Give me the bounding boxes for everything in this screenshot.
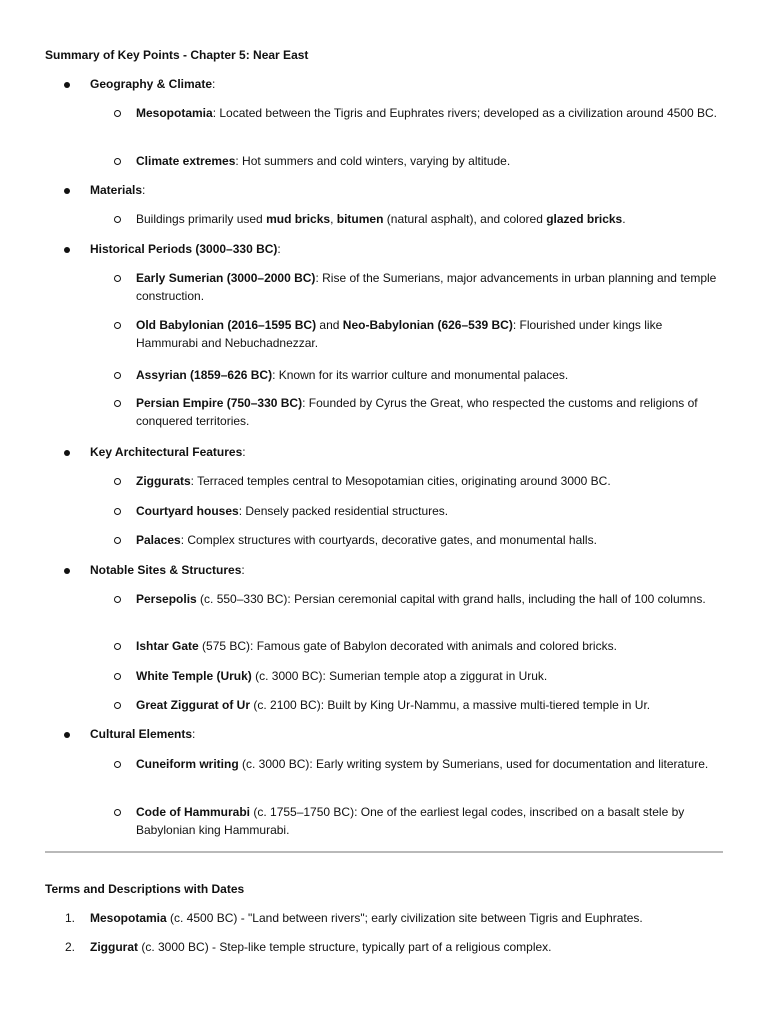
list-item: Old Babylonian (2016–1595 BC) and Neo-Babylonian (626–539 BC): Flourished under kings like Hammurabi and Nebuchadnezzar. <box>136 318 663 350</box>
list-item: Mesopotamia (c. 4500 BC) - "Land between rivers"; early civilization site between Tigris and Euphrates. <box>90 911 643 925</box>
list-item: Mesopotamia: Located between the Tigris and Euphrates rivers; developed as a civilization around 4500 BC. <box>136 106 717 120</box>
sub-bullet-icon <box>114 537 121 544</box>
sub-bullet-icon <box>114 596 121 603</box>
list-number: 2. <box>65 940 76 954</box>
sub-bullet-icon <box>114 478 121 485</box>
list-item: Persian Empire (750–330 BC): Founded by Cyrus the Great, who respected the customs and religions of conquered territories. <box>136 396 698 428</box>
sub-bullet-icon <box>114 372 121 379</box>
list-item: Ziggurats: Terraced temples central to Mesopotamian cities, originating around 3000 BC. <box>136 474 611 488</box>
list-item: Early Sumerian (3000–2000 BC): Rise of the Sumerians, major advancements in urban planning and temple construction. <box>136 271 717 303</box>
sub-bullet-icon <box>114 673 121 680</box>
section-heading-geography: Geography & Climate: <box>90 77 216 91</box>
bullet-icon <box>64 732 70 738</box>
horizontal-divider <box>45 851 723 853</box>
section-heading-cultural: Cultural Elements: <box>90 727 196 741</box>
bullet-icon <box>64 82 70 88</box>
sub-bullet-icon <box>114 322 121 329</box>
terms-title: Terms and Descriptions with Dates <box>45 882 245 896</box>
sub-bullet-icon <box>114 702 121 709</box>
list-item: Palaces: Complex structures with courtyards, decorative gates, and monumental halls. <box>136 533 597 547</box>
sub-bullet-icon <box>114 809 121 816</box>
list-item: Great Ziggurat of Ur (c. 2100 BC): Built by King Ur-Nammu, a massive multi-tiered temple in Ur. <box>136 698 651 712</box>
summary-title: Summary of Key Points - Chapter 5: Near East <box>45 48 309 62</box>
section-heading-historical-periods: Historical Periods (3000–330 BC): <box>90 242 281 256</box>
sub-bullet-icon <box>114 158 121 165</box>
list-item: Cuneiform writing (c. 3000 BC): Early writing system by Sumerians, used for documentation and literature. <box>136 757 709 771</box>
bullet-icon <box>64 247 70 253</box>
section-heading-notable-sites: Notable Sites & Structures: <box>90 563 245 577</box>
sub-bullet-icon <box>114 400 121 407</box>
sub-bullet-icon <box>114 508 121 515</box>
list-item: Code of Hammurabi (c. 1755–1750 BC): One of the earliest legal codes, inscribed on a basalt stele by Babylonian king Hammurabi. <box>136 805 685 837</box>
sub-bullet-icon <box>114 761 121 768</box>
list-item: Buildings primarily used mud bricks, bitumen (natural asphalt), and colored glazed bricks. <box>136 212 626 226</box>
list-item: Climate extremes: Hot summers and cold winters, varying by altitude. <box>136 154 511 168</box>
sub-bullet-icon <box>114 275 121 282</box>
list-number: 1. <box>65 911 76 925</box>
section-heading-architecture: Key Architectural Features: <box>90 445 246 459</box>
section-heading-materials: Materials: <box>90 183 146 197</box>
bullet-icon <box>64 188 70 194</box>
list-item: Ziggurat (c. 3000 BC) - Step-like temple structure, typically part of a religious complex. <box>90 940 552 954</box>
bullet-icon <box>64 568 70 574</box>
sub-bullet-icon <box>114 216 121 223</box>
bullet-icon <box>64 450 70 456</box>
list-item: Courtyard houses: Densely packed residential structures. <box>136 504 449 518</box>
list-item: Persepolis (c. 550–330 BC): Persian ceremonial capital with grand halls, including the hall of 100 columns. <box>136 592 706 606</box>
sub-bullet-icon <box>114 643 121 650</box>
list-item: Ishtar Gate (575 BC): Famous gate of Babylon decorated with animals and colored bricks. <box>136 639 617 653</box>
sub-bullet-icon <box>114 110 121 117</box>
list-item: White Temple (Uruk) (c. 3000 BC): Sumerian temple atop a ziggurat in Uruk. <box>136 669 548 683</box>
list-item: Assyrian (1859–626 BC): Known for its warrior culture and monumental palaces. <box>136 368 569 382</box>
